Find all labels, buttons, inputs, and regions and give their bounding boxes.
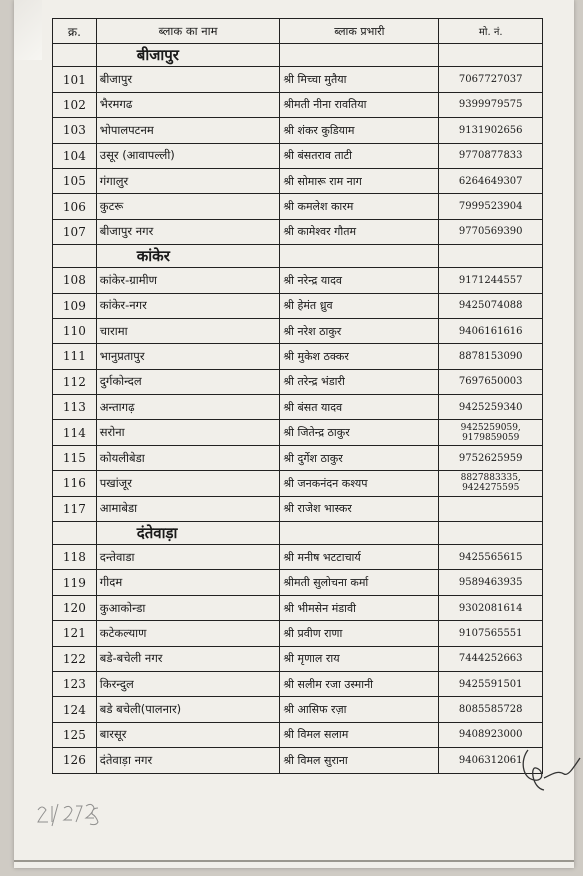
block-name: भैरमगढ (96, 92, 280, 117)
block-name: गीदम (96, 570, 280, 595)
table-row (53, 570, 543, 595)
block-incharge-table (52, 18, 543, 774)
mobile-number: 8085585728 (439, 697, 543, 722)
mobile-number: 9425565615 (439, 545, 543, 570)
block-incharge-name: श्री सलीम रजा उस्मानी (280, 671, 439, 696)
table-body (53, 44, 543, 773)
mobile-number: 7444252663 (439, 646, 543, 671)
block-incharge-name: श्री राजेश भास्कर (280, 496, 439, 521)
table-row (53, 92, 543, 117)
table-row (53, 268, 543, 293)
mobile-number: 9425074088 (439, 293, 543, 318)
mobile-number: 7697650003 (439, 369, 543, 394)
serial-number: 119 (53, 570, 97, 595)
mobile-number: 9589463935 (439, 570, 543, 595)
district-row-empty-cell (53, 522, 97, 545)
table-row (53, 369, 543, 394)
district-name: बीजापुर (96, 44, 280, 67)
serial-number: 123 (53, 671, 97, 696)
block-incharge-name: श्री विमल सलाम (280, 722, 439, 747)
block-incharge-name: श्री जितेन्द्र ठाकुर (280, 420, 439, 445)
district-row-empty-cell (439, 44, 543, 67)
mobile-number: 9425259340 (439, 395, 543, 420)
mobile-number: 9752625959 (439, 445, 543, 470)
mobile-number: 9408923000 (439, 722, 543, 747)
mobile-number: 9107565551 (439, 621, 543, 646)
district-row-empty-cell (280, 522, 439, 545)
document-page (14, 0, 574, 868)
serial-number: 111 (53, 344, 97, 369)
serial-number: 107 (53, 219, 97, 244)
block-incharge-name: श्री बंसतराव ताटी (280, 143, 439, 168)
block-incharge-name: श्री आसिफ रज़ा (280, 697, 439, 722)
block-name: उसूर (आवापल्ली) (96, 143, 280, 168)
serial-number: 117 (53, 496, 97, 521)
mobile-number: 6264649307 (439, 168, 543, 193)
block-name: कांकेर-नगर (96, 293, 280, 318)
district-name: कांकेर (96, 245, 280, 268)
table-row (53, 168, 543, 193)
block-incharge-name: श्री हेमंत ध्रुव (280, 293, 439, 318)
district-row-empty-cell (439, 245, 543, 268)
serial-number: 122 (53, 646, 97, 671)
serial-number: 101 (53, 67, 97, 92)
block-name: कटेकल्याण (96, 621, 280, 646)
mobile-number: 9406161616 (439, 318, 543, 343)
block-incharge-name: श्री विमल सुराना (280, 748, 439, 773)
block-incharge-name: श्री मनीष भटटाचार्य (280, 545, 439, 570)
table-row (53, 420, 543, 445)
table-row (53, 595, 543, 620)
block-name: कोयलीबेडा (96, 445, 280, 470)
serial-number: 102 (53, 92, 97, 117)
table-row (53, 395, 543, 420)
block-name: कुटरू (96, 194, 280, 219)
block-incharge-name: श्री नरेन्द्र यादव (280, 268, 439, 293)
block-name: दन्तेवाडा (96, 545, 280, 570)
district-row-empty-cell (439, 522, 543, 545)
block-name: पखांजूर (96, 471, 280, 496)
block-incharge-name: श्री दुर्गेश ठाकुर (280, 445, 439, 470)
serial-number: 108 (53, 268, 97, 293)
block-incharge-name: श्री जनकनंदन कश्यप (280, 471, 439, 496)
mobile-number: 9425591501 (439, 671, 543, 696)
table-row (53, 293, 543, 318)
block-incharge-name: श्री सोमारू राम नाग (280, 168, 439, 193)
block-name: कांकेर-ग्रामीण (96, 268, 280, 293)
mobile-number: 9302081614 (439, 595, 543, 620)
serial-number: 121 (53, 621, 97, 646)
table-row (53, 621, 543, 646)
block-incharge-name: श्री भीमसेन मंडावी (280, 595, 439, 620)
signature-mark (514, 730, 583, 800)
page-bottom-edge (14, 860, 574, 862)
block-name: दुर्गकोन्दल (96, 369, 280, 394)
mobile-number (439, 496, 543, 521)
block-name: आमाबेडा (96, 496, 280, 521)
serial-number: 125 (53, 722, 97, 747)
header-mobile-number: मो. नं. (439, 19, 543, 44)
table-row (53, 143, 543, 168)
district-heading-row (53, 522, 543, 545)
table-row (53, 471, 543, 496)
block-name: अन्तागढ़ (96, 395, 280, 420)
block-incharge-name: श्री प्रवीण राणा (280, 621, 439, 646)
block-name: बीजापुर नगर (96, 219, 280, 244)
table-row (53, 445, 543, 470)
block-name: भोपालपटनम (96, 118, 280, 143)
district-heading-row (53, 44, 543, 67)
table-row (53, 67, 543, 92)
mobile-number: 9770877833 (439, 143, 543, 168)
table-header-row (53, 19, 543, 44)
serial-number: 112 (53, 369, 97, 394)
block-name: चारामा (96, 318, 280, 343)
block-name: बडे-बचेली नगर (96, 646, 280, 671)
block-incharge-name: श्री मृणाल राय (280, 646, 439, 671)
table-row (53, 722, 543, 747)
block-name: दंतेवाड़ा नगर (96, 748, 280, 773)
district-row-empty-cell (53, 245, 97, 268)
district-heading-row (53, 245, 543, 268)
block-incharge-name: श्री नरेश ठाकुर (280, 318, 439, 343)
table-row (53, 344, 543, 369)
mobile-number: 9399979575 (439, 92, 543, 117)
serial-number: 116 (53, 471, 97, 496)
block-name: सरोना (96, 420, 280, 445)
block-incharge-name: श्री कमलेश कारम (280, 194, 439, 219)
block-incharge-name: श्री बंसत यादव (280, 395, 439, 420)
serial-number: 118 (53, 545, 97, 570)
block-incharge-name: श्री तरेन्द्र भंडारी (280, 369, 439, 394)
serial-number: 105 (53, 168, 97, 193)
mobile-number: 7067727037 (439, 67, 543, 92)
block-incharge-name: श्री कामेश्वर गौतम (280, 219, 439, 244)
serial-number: 124 (53, 697, 97, 722)
district-name: दंतेवाड़ा (96, 522, 280, 545)
serial-number: 109 (53, 293, 97, 318)
mobile-number: 9770569390 (439, 219, 543, 244)
page-fold (14, 0, 42, 60)
district-row-empty-cell (53, 44, 97, 67)
mobile-number: 8827883335, 9424275595 (439, 471, 543, 496)
district-row-empty-cell (280, 44, 439, 67)
block-name: बडे बचेली(पालनार) (96, 697, 280, 722)
table-row (53, 646, 543, 671)
table-row (53, 118, 543, 143)
serial-number: 113 (53, 395, 97, 420)
table-row (53, 697, 543, 722)
block-name: गंगालुर (96, 168, 280, 193)
district-row-empty-cell (280, 245, 439, 268)
block-name: किरन्दुल (96, 671, 280, 696)
header-block-name: ब्लाक का नाम (96, 19, 280, 44)
mobile-number: 9406312061 (439, 748, 543, 773)
handwritten-date-mark (34, 800, 104, 830)
serial-number: 104 (53, 143, 97, 168)
serial-number: 126 (53, 748, 97, 773)
serial-number: 103 (53, 118, 97, 143)
block-name: बारसूर (96, 722, 280, 747)
mobile-number: 9425259059, 9179859059 (439, 420, 543, 445)
block-incharge-name: श्रीमती सुलोचना कर्मा (280, 570, 439, 595)
table-row (53, 748, 543, 773)
block-name: भानुप्रतापुर (96, 344, 280, 369)
table-row (53, 219, 543, 244)
serial-number: 110 (53, 318, 97, 343)
mobile-number: 8878153090 (439, 344, 543, 369)
header-serial: क्र. (53, 19, 97, 44)
block-incharge-name: श्रीमती नीना रावतिया (280, 92, 439, 117)
block-name: बीजापुर (96, 67, 280, 92)
serial-number: 114 (53, 420, 97, 445)
serial-number: 120 (53, 595, 97, 620)
header-block-incharge: ब्लाक प्रभारी (280, 19, 439, 44)
mobile-number: 9171244557 (439, 268, 543, 293)
block-incharge-name: श्री मुकेश ठक्कर (280, 344, 439, 369)
block-incharge-name: श्री शंकर कुडियाम (280, 118, 439, 143)
table-row (53, 671, 543, 696)
mobile-number: 7999523904 (439, 194, 543, 219)
table-row (53, 318, 543, 343)
serial-number: 115 (53, 445, 97, 470)
table-row (53, 545, 543, 570)
table-row (53, 194, 543, 219)
table-row (53, 496, 543, 521)
serial-number: 106 (53, 194, 97, 219)
block-name: कुआकोन्डा (96, 595, 280, 620)
mobile-number: 9131902656 (439, 118, 543, 143)
block-incharge-name: श्री मिच्चा मुतैया (280, 67, 439, 92)
